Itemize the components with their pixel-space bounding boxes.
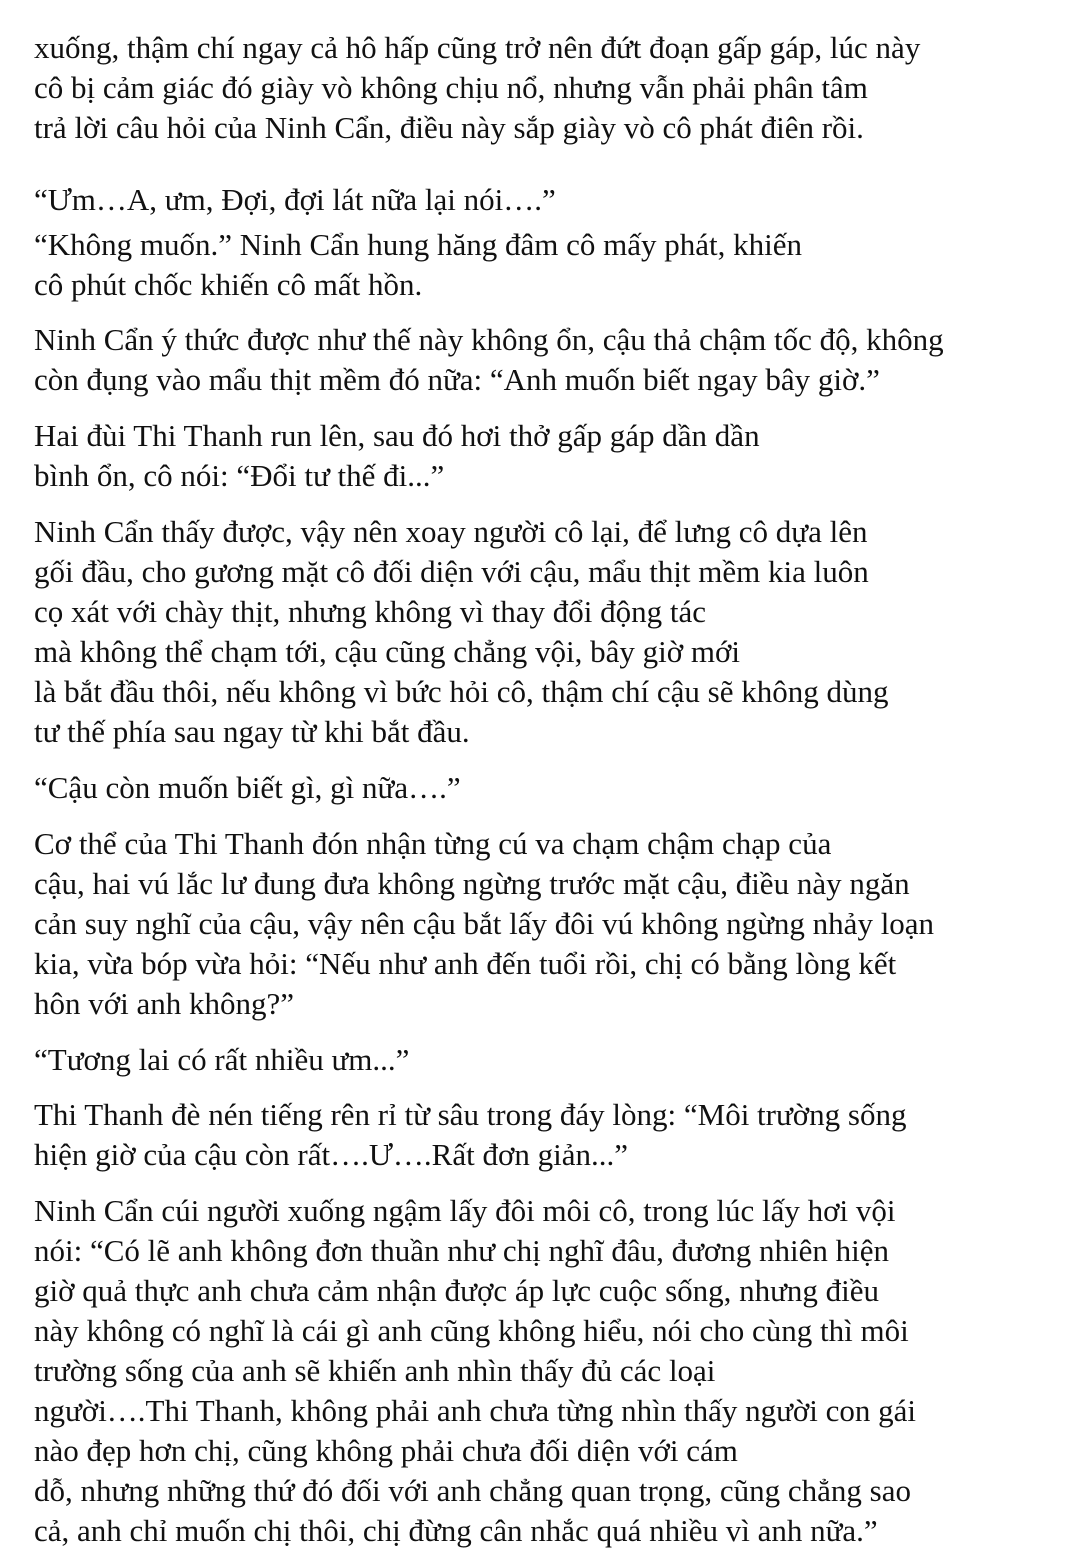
text-line: cả, anh chỉ muốn chị thôi, chị đừng cân nhắc quá nhiều vì anh nữa.” — [34, 1513, 878, 1548]
text-line: “Tương lai có rất nhiều ưm...” — [34, 1042, 410, 1077]
text-line: “Không muốn.” Ninh Cẩn hung hăng đâm cô mấy phát, khiến — [34, 227, 802, 262]
text-line: bình ổn, cô nói: “Đổi tư thế đi...” — [34, 458, 445, 493]
text-line: trường sống của anh sẽ khiến anh nhìn thấy đủ các loại — [34, 1353, 716, 1388]
text-line: người….Thi Thanh, không phải anh chưa từng nhìn thấy người con gái — [34, 1393, 917, 1428]
text-line: này không có nghĩ là cái gì anh cũng không hiểu, nói cho cùng thì môi — [34, 1313, 909, 1348]
text-line: giờ quả thực anh chưa cảm nhận được áp lực cuộc sống, nhưng điều — [34, 1273, 880, 1308]
text-line: cản suy nghĩ của cậu, vậy nên cậu bắt lấy đôi vú không ngừng nhảy loạn — [34, 906, 935, 941]
text-line: Thi Thanh đè nén tiếng rên rỉ từ sâu trong đáy lòng: “Môi trường sống — [34, 1097, 907, 1132]
text-line: Ninh Cẩn ý thức được như thế này không ổn, cậu thả chậm tốc độ, không — [34, 322, 944, 357]
text-line: tư thế phía sau ngay từ khi bắt đầu. — [34, 714, 470, 749]
text-line: kia, vừa bóp vừa hỏi: “Nếu như anh đến tuổi rồi, chị có bằng lòng kết — [34, 946, 897, 981]
text-line: hiện giờ của cậu còn rất….Ư….Rất đơn giản...” — [34, 1137, 628, 1172]
text-line: cậu, hai vú lắc lư đung đưa không ngừng trước mặt cậu, điều này ngăn — [34, 866, 910, 901]
text-line: dỗ, nhưng những thứ đó đối với anh chẳng quan trọng, cũng chẳng sao — [34, 1473, 911, 1508]
text-line: xuống, thậm chí ngay cả hô hấp cũng trở nên đứt đoạn gấp gáp, lúc này — [34, 30, 921, 65]
text-line: gối đầu, cho gương mặt cô đối diện với cậu, mẩu thịt mềm kia luôn — [34, 554, 869, 589]
text-line: còn đụng vào mẩu thịt mềm đó nữa: “Anh muốn biết ngay bây giờ.” — [34, 362, 880, 397]
text-line: Cơ thể của Thi Thanh đón nhận từng cú va chạm chậm chạp của — [34, 826, 832, 861]
text-line: cô phút chốc khiến cô mất hồn. — [34, 267, 423, 302]
text-line: cọ xát với chày thịt, nhưng không vì thay đổi động tác — [34, 594, 707, 629]
text-line: Hai đùi Thi Thanh run lên, sau đó hơi thở gấp gáp dần dần — [34, 418, 760, 453]
text-line: cô bị cảm giác đó giày vò không chịu nổ, nhưng vẫn phải phân tâm — [34, 70, 868, 105]
text-line: Ninh Cẩn thấy được, vậy nên xoay người cô lại, để lưng cô dựa lên — [34, 514, 868, 549]
text-line: nào đẹp hơn chị, cũng không phải chưa đối diện với cám — [34, 1433, 738, 1468]
text-line: “Ưm…A, ưm, Đợi, đợi lát nữa lại nói….” — [34, 182, 556, 217]
text-line: mà không thể chạm tới, cậu cũng chẳng vội, bây giờ mới — [34, 634, 741, 669]
text-line: hôn với anh không?” — [34, 986, 295, 1021]
text-line: nói: “Có lẽ anh không đơn thuần như chị nghĩ đâu, đương nhiên hiện — [34, 1233, 890, 1268]
text-line: Ninh Cẩn cúi người xuống ngậm lấy đôi môi cô, trong lúc lấy hơi vội — [34, 1193, 896, 1228]
text-line: là bắt đầu thôi, nếu không vì bức hỏi cô, thậm chí cậu sẽ không dùng — [34, 674, 889, 709]
text-line: “Cậu còn muốn biết gì, gì nữa….” — [34, 770, 461, 805]
text-line: trả lời câu hỏi của Ninh Cẩn, điều này sắp giày vò cô phát điên rồi. — [34, 110, 864, 145]
